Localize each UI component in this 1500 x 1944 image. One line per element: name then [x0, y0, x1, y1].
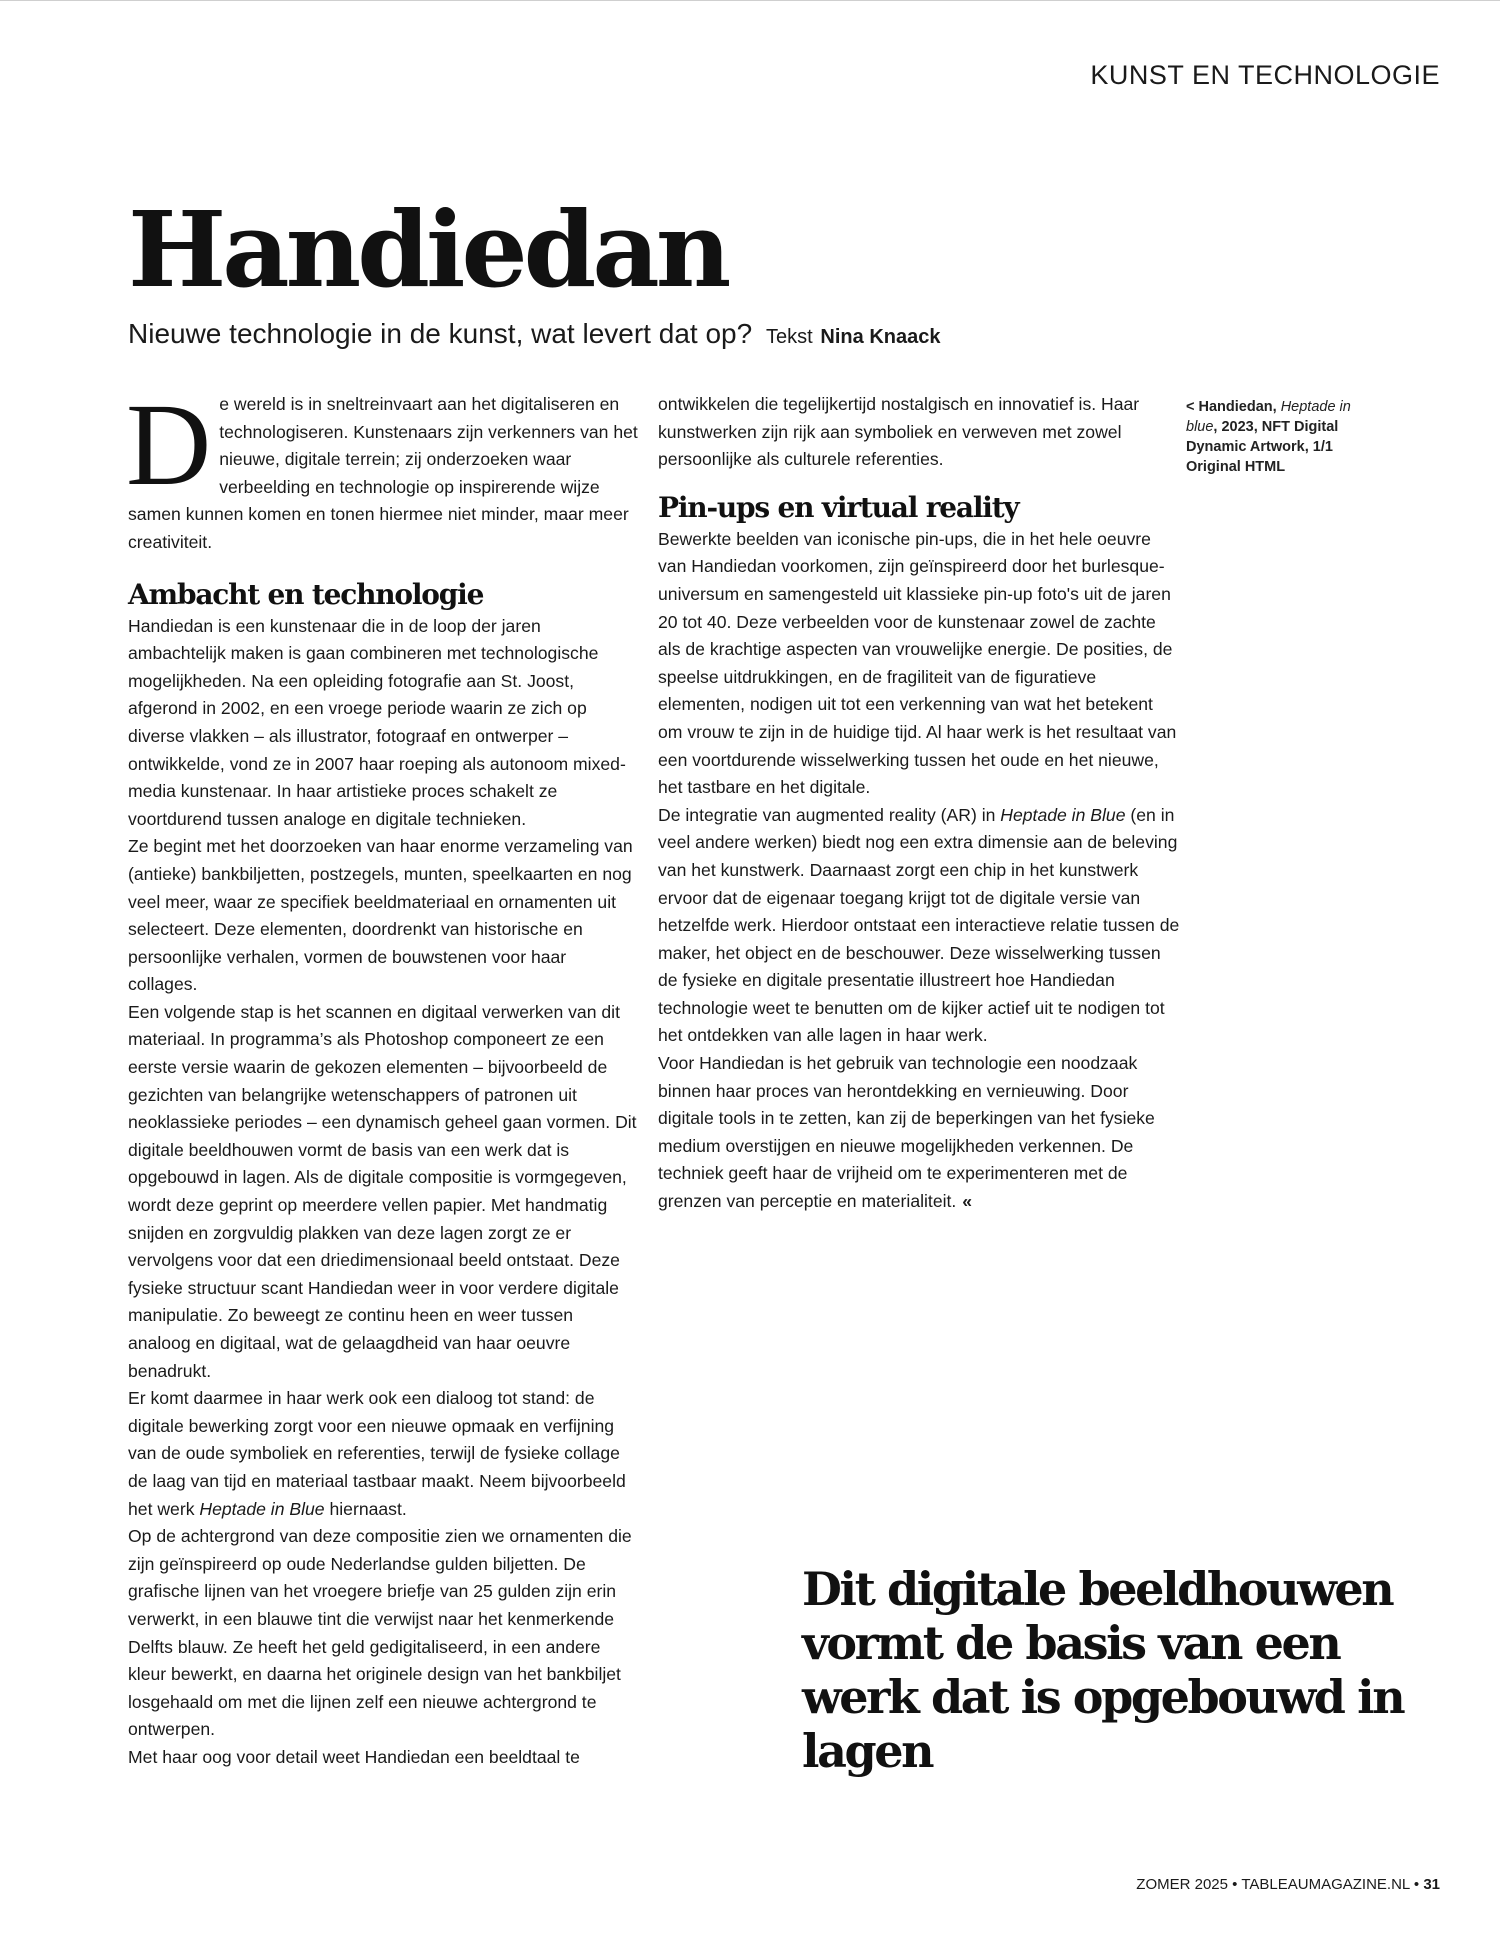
section-heading-ambacht: Ambacht en technologie	[128, 577, 484, 611]
caption-details: , 2023, NFT Digital Dynamic Artwork, 1/1 Original HTML	[1186, 419, 1339, 475]
body-text: Er komt daarmee in haar werk ook een dialoog tot stand: de digitale bewerking zorgt voor een nieuwe opmaak en verfijning van de oude symboliek en referenties, terwijl de fysieke collage de laag van tijd en materiaal tastbaar maakt. Neem bijvoorbeeld het werk	[128, 1388, 626, 1519]
intro-text: e wereld is in sneltreinvaart aan het digitaliseren en technologiseren. Kunstenaars zijn verkenners van het nieuwe, digitale terrein; zij onderzoeken waar verbeelding en technologie op inspirerende wijze samen kunnen komen en tonen hiermee niet minder, maar meer creativiteit.	[128, 394, 638, 552]
body-text: hiernaast.	[324, 1498, 407, 1519]
page-number: 31	[1423, 1876, 1440, 1893]
article-column-1	[126, 379, 638, 1772]
caption-work-title: Heptade in blue	[1186, 399, 1351, 435]
page-footer	[1136, 1876, 1440, 1893]
body-text: De integratie van augmented reality (AR) in	[658, 804, 1001, 825]
article-subtitle: Nieuwe technologie in de kunst, wat levert dat op?	[128, 318, 753, 349]
intro-paragraph	[126, 379, 638, 557]
body-paragraph	[128, 1385, 638, 1523]
body-paragraph: Een volgende stap is het scannen en digitaal verwerken van dit materiaal. In programma’s als Photoshop componeert ze een eerste versie waarin de gekozen elementen – bijvoorbeeld de gezichten van belangrijke wetenschappers of patronen uit neoklassieke periodes – een dynamisch geheel gaan vormen. Dit digitale beeldhouwen vormt de basis van een werk dat is opgebouwd in lagen. Als de digitale compositie is vormgegeven, wordt deze geprint op meerdere vellen papier. Met handmatig snijden en zorgvuldig plakken van deze lagen zorgt ze er vervolgens voor dat een driedimensionaal beeld ontstaat. Deze fysieke structuur scant Handiedan weer in voor verdere digitale manipulatie. Zo beweegt ze continu heen en weer tussen analoog en digitaal, wat de gelaagdheid van haar oeuvre benadrukt.	[128, 1001, 637, 1381]
section-heading-pinups: Pin-ups en virtual reality	[658, 490, 1019, 524]
body-paragraph	[658, 802, 1180, 1050]
body-paragraph: Ze begint met het doorzoeken van haar enorme verzameling van (antieke) bankbiljetten, postzegels, munten, speelkaarten en nog veel meer, waar ze specifiek beeldmateriaal en ornamenten uit selecteert. Deze elementen, doordrenkt van historische en persoonlijke verhalen, vormen de bouwstenen voor haar collages.	[128, 836, 633, 995]
drop-cap: D	[126, 379, 212, 510]
article-subtitle-line	[128, 318, 940, 350]
footer-website: TABLEAUMAGAZINE.NL	[1241, 1876, 1410, 1893]
body-text: Voor Handiedan is het gebruik van technologie een noodzaak binnen haar proces van herontdekking en vernieuwing. Door digitale tools in te zetten, kan zij de beperkingen van het fysieke medium overstijgen en nieuwe mogelijkheden verkennen. De techniek geeft haar de vrijheid om te experimenteren met de grenzen van perceptie en materialiteit.	[658, 1053, 1155, 1212]
body-paragraph	[658, 1050, 1180, 1216]
body-text: (en in veel andere werken) biedt nog een extra dimensie aan de beleving van het kunstwerk. Daarnaast zorgt een chip in het kunstwerk ervoor dat de eigenaar toegang krijgt tot de digitale versie van hetzelfde werk. Hierdoor ontstaat een interactieve relatie tussen de maker, het object en de beschouwer. Deze wisselwerking tussen de fysieke en digitale presentatie illustreert hoe Handiedan technologie weet te benutten om de kijker actief uit te nodigen tot het ontdekken van alle lagen in haar werk.	[658, 804, 1180, 1046]
footer-separator: •	[1413, 1876, 1420, 1893]
image-caption	[1186, 397, 1376, 477]
article-title: Handiedan	[128, 188, 728, 311]
body-paragraph: Handiedan is een kunstenaar die in de loop der jaren ambachtelijk maken is gaan combineren met technologische mogelijkheden. Na een opleiding fotografie aan St. Joost, afgerond in 2002, en een vroege periode waarin ze zich op diverse vlakken – als illustrator, fotograaf en ontwerper – ontwikkelde, vond ze in 2007 haar roeping als autonoom mixed-media kunstenaar. In haar artistieke proces schakelt ze voortdurend tussen analoge en digitale technieken.	[128, 615, 626, 829]
pull-quote: Dit digitale beeldhouwen vormt de basis van een werk dat is opgebouwd in lagen	[802, 1562, 1404, 1778]
end-mark: «	[962, 1191, 973, 1212]
section-label: KUNST EN TECHNOLOGIE	[1090, 60, 1440, 90]
body-paragraph: Op de achtergrond van deze compositie zien we ornamenten die zijn geïnspireerd op oude Nederlandse gulden biljetten. De grafische lijnen van het vroegere briefje van 25 gulden zijn erin verwerkt, in een blauwe tint die verwijst naar het kenmerkende Delfts blauw. Ze heeft het geld gedigitaliseerd, in een andere kleur bewerkt, en daarna het originele design van het bankbiljet losgehaald om met die lijnen zelf een nieuwe achtergrond te ontwerpen.	[128, 1526, 632, 1740]
body-paragraph: Met haar oog voor detail weet Handiedan een beeldtaal te	[128, 1746, 580, 1767]
caption-prefix: < Handiedan,	[1186, 399, 1277, 415]
body-paragraph: ontwikkelen die tegelijkertijd nostalgisch en innovatief is. Haar kunstwerken zijn rijk aan symboliek en verweven met zowel persoonlijke als culturele referenties.	[658, 394, 1140, 470]
work-title-reference: Heptade in Blue	[199, 1498, 325, 1519]
top-rule	[0, 0, 1500, 1]
footer-separator: •	[1232, 1876, 1238, 1893]
footer-issue: ZOMER 2025	[1136, 1876, 1228, 1893]
work-title-reference: Heptade in Blue	[1000, 804, 1126, 825]
body-paragraph: Bewerkte beelden van iconische pin-ups, die in het hele oeuvre van Handiedan voorkomen, zijn geïnspireerd door het burlesque-universum en samengesteld uit klassieke pin-up foto's uit de jaren 20 tot 40. Deze verbeelden voor de kunstenaar zowel de zachte als de krachtige aspecten van vrouwelijke energie. De posities, de speelse uitdrukkingen, en de fragiliteit van de figuratieve elementen, nodigen uit tot een verkenning van wat het betekent om vrouw te zijn in de huidige tijd. Al haar werk is het resultaat van een voortdurende wisselwerking tussen het oude en het nieuwe, het tastbare en het digitale.	[658, 528, 1177, 798]
article-column-2	[658, 391, 1180, 1216]
byline-label: Tekst	[765, 326, 813, 348]
byline-author: Nina Knaack	[820, 326, 941, 348]
